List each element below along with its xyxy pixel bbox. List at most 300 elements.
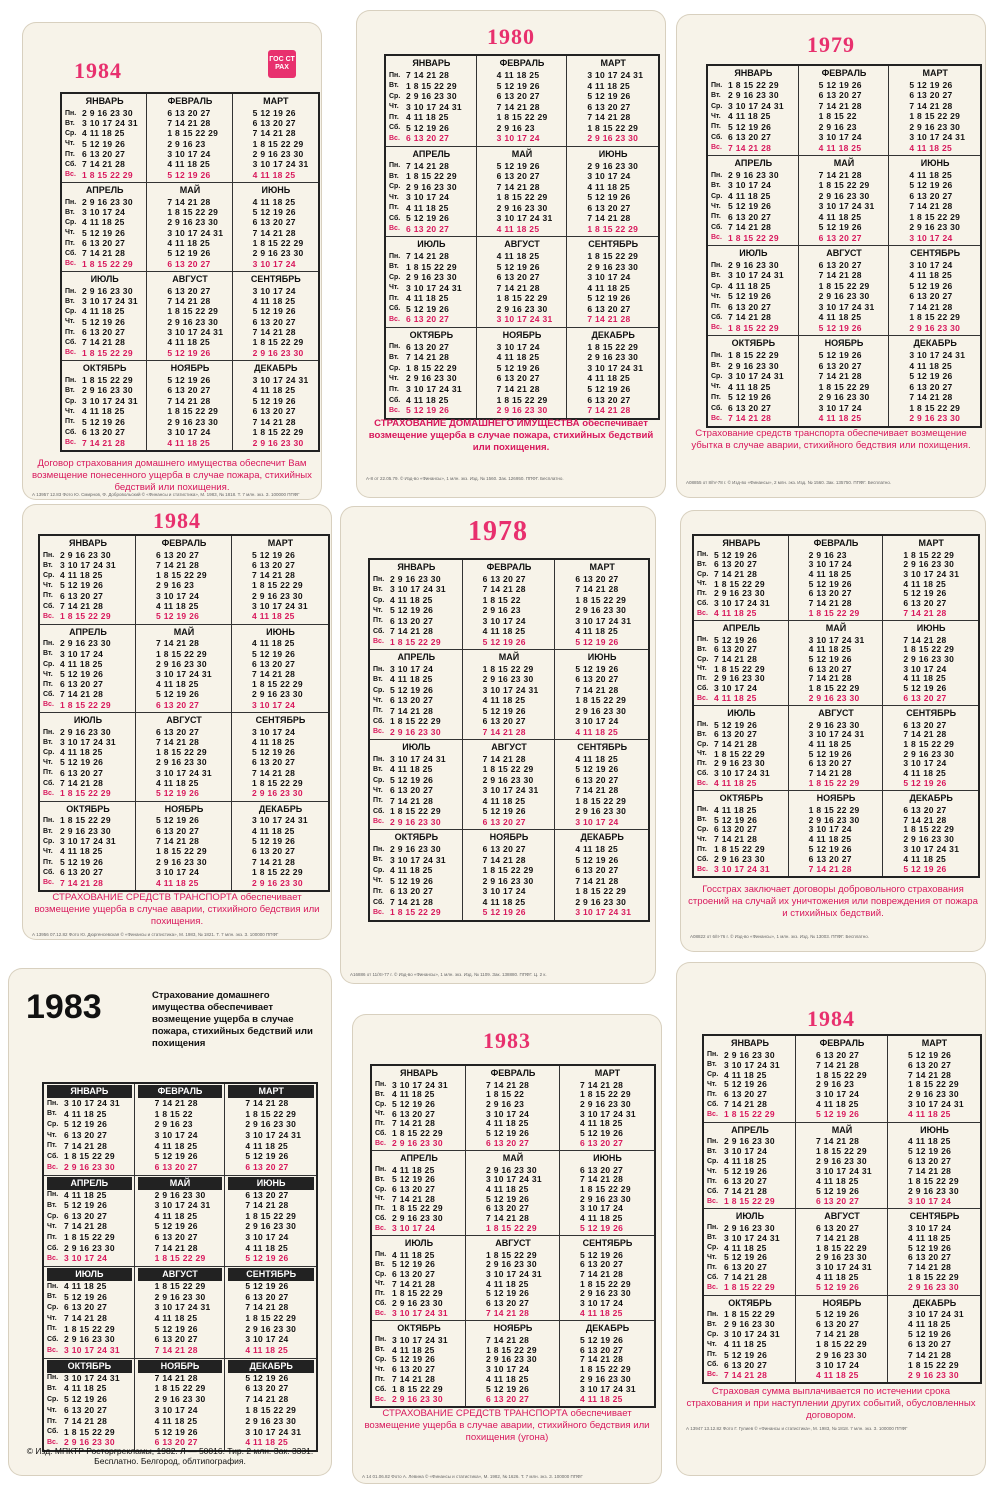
weekday-row xyxy=(65,238,144,248)
weekday-label: Ср. xyxy=(389,273,401,281)
day-numbers: 7 14 21 28 xyxy=(486,1307,530,1318)
weekday-row xyxy=(892,212,978,222)
weekday-row xyxy=(711,291,796,301)
weekday-row xyxy=(47,1253,132,1264)
weekday-row xyxy=(570,182,656,193)
weekday-row xyxy=(389,171,474,182)
weekday-label: Вт. xyxy=(47,1293,57,1301)
weekday-row xyxy=(228,1345,314,1356)
weekday-row xyxy=(891,1156,978,1166)
day-numbers: 1 8 15 22 29 xyxy=(816,1339,867,1350)
day-numbers: 5 12 19 26 xyxy=(808,654,852,665)
weekday-row xyxy=(558,855,646,866)
month-block xyxy=(796,1036,888,1123)
weekday-row xyxy=(711,350,796,361)
weekday-row xyxy=(466,806,553,816)
weekday-label: Чт. xyxy=(711,383,721,391)
day-numbers: 4 11 18 25 xyxy=(575,844,619,855)
weekday-label: Сб. xyxy=(375,1129,387,1137)
day-numbers: 6 13 20 27 xyxy=(390,615,434,626)
day-numbers: 3 10 17 24 xyxy=(816,1359,860,1370)
weekday-row xyxy=(792,778,881,788)
weekday-row xyxy=(707,1090,793,1100)
weekday-label: Вт. xyxy=(375,1346,385,1354)
weekday-row xyxy=(150,129,229,139)
weekday-row xyxy=(65,396,144,406)
day-numbers: 3 10 17 24 xyxy=(252,258,296,269)
day-numbers: 7 14 21 28 xyxy=(390,896,434,907)
day-numbers: 2 9 16 23 30 xyxy=(587,133,639,143)
day-numbers: 3 10 17 24 31 xyxy=(245,1426,302,1437)
weekday-label: Вс. xyxy=(711,324,722,332)
weekday-row xyxy=(697,560,786,570)
day-numbers: 2 9 16 23 30 xyxy=(575,806,627,817)
weekday-row xyxy=(389,213,474,224)
day-numbers: 4 11 18 25 xyxy=(580,1213,623,1224)
day-numbers: 5 12 19 26 xyxy=(816,1185,860,1196)
weekday-label: Сб. xyxy=(375,1299,387,1307)
day-numbers: 3 10 17 24 31 xyxy=(154,1200,211,1211)
weekday-row xyxy=(373,626,460,636)
day-numbers: 5 12 19 26 xyxy=(808,578,852,589)
day-numbers: 1 8 15 22 29 xyxy=(816,1146,867,1157)
day-numbers: 7 14 21 28 xyxy=(245,1200,289,1211)
weekday-label: Чт. xyxy=(697,665,707,673)
weekday-row xyxy=(65,427,144,437)
weekday-row xyxy=(466,637,553,647)
month-name: НОЯБРЬ xyxy=(824,338,864,348)
weekday-row xyxy=(886,693,976,703)
weekday-row xyxy=(480,395,565,406)
weekday-row xyxy=(802,180,887,190)
weekday-row xyxy=(469,1204,557,1214)
weekday-row xyxy=(139,867,229,877)
day-numbers: 7 14 21 28 xyxy=(156,560,200,571)
day-numbers: 4 11 18 25 xyxy=(818,413,862,424)
weekday-label: Ср. xyxy=(389,364,401,372)
weekday-row xyxy=(480,251,565,262)
day-numbers: 5 12 19 26 xyxy=(252,207,296,218)
day-numbers: 4 11 18 25 xyxy=(587,373,631,384)
day-numbers: 3 10 17 24 xyxy=(245,1334,289,1345)
month-name: ИЮНЬ xyxy=(598,148,628,159)
weekday-row xyxy=(697,864,786,874)
weekday-row xyxy=(150,417,229,427)
weekday-label: Чт. xyxy=(375,1280,385,1288)
day-numbers: 4 11 18 25 xyxy=(252,611,295,622)
weekday-row xyxy=(43,700,133,710)
weekday-row xyxy=(466,764,553,774)
weekday-label: Пн. xyxy=(697,806,709,814)
weekday-label: Вс. xyxy=(711,144,722,152)
day-numbers: 3 10 17 24 31 xyxy=(252,600,308,611)
weekday-label: Пн. xyxy=(697,551,709,559)
weekday-row xyxy=(711,403,796,414)
month-block xyxy=(135,1176,226,1268)
weekday-row xyxy=(563,1165,652,1175)
weekday-row xyxy=(792,815,881,825)
weekday-row xyxy=(558,844,646,855)
weekday-row xyxy=(373,775,460,785)
weekday-row xyxy=(707,1233,793,1243)
month-name: ЯНВАРЬ xyxy=(400,1068,438,1078)
day-numbers: 5 12 19 26 xyxy=(587,293,631,303)
day-numbers: 2 9 16 23 30 xyxy=(167,416,219,427)
weekday-label: Ср. xyxy=(697,740,709,748)
day-numbers: 1 8 15 22 29 xyxy=(406,261,457,272)
day-numbers: 7 14 21 28 xyxy=(64,1415,108,1426)
weekday-row xyxy=(228,1151,314,1162)
day-numbers: 4 11 18 25 xyxy=(406,394,449,405)
month-block xyxy=(136,536,232,625)
day-numbers: 1 8 15 22 29 xyxy=(575,886,627,897)
day-numbers: 7 14 21 28 xyxy=(575,875,619,886)
day-numbers: 4 11 18 25 xyxy=(252,825,295,836)
weekday-row xyxy=(235,591,326,601)
month-block xyxy=(136,802,232,891)
weekday-row xyxy=(892,101,978,111)
day-numbers: 6 13 20 27 xyxy=(60,679,104,690)
day-numbers: 6 13 20 27 xyxy=(245,1161,289,1172)
weekday-label: Вс. xyxy=(707,1197,718,1205)
weekday-label: Пт. xyxy=(697,675,707,683)
day-numbers: 6 13 20 27 xyxy=(724,1089,768,1100)
day-numbers: 4 11 18 25 xyxy=(908,1232,951,1243)
day-numbers: 2 9 16 23 xyxy=(156,580,195,591)
weekday-row xyxy=(65,337,144,347)
day-numbers: 1 8 15 22 29 xyxy=(808,683,860,694)
weekday-row xyxy=(802,382,887,393)
day-numbers: 2 9 16 23 30 xyxy=(714,673,765,684)
day-numbers: 3 10 17 24 xyxy=(587,272,631,282)
weekday-label: Вт. xyxy=(707,1061,717,1069)
month-block xyxy=(44,1176,135,1268)
day-numbers: 4 11 18 25 xyxy=(808,739,852,750)
weekday-row xyxy=(697,854,786,864)
day-numbers: 4 11 18 25 xyxy=(816,1099,859,1110)
weekday-row xyxy=(228,1373,314,1384)
weekday-label: Вт. xyxy=(47,1385,57,1393)
day-numbers: 2 9 16 23 30 xyxy=(808,814,860,825)
weekday-label: Сб. xyxy=(697,599,709,607)
day-numbers: 6 13 20 27 xyxy=(714,559,758,570)
month-name: МАЙ xyxy=(179,185,201,195)
day-numbers: 4 11 18 25 xyxy=(390,865,433,876)
weekday-row xyxy=(891,1176,978,1186)
weekday-row xyxy=(235,816,326,826)
weekday-label: Вт. xyxy=(389,82,399,90)
weekday-row xyxy=(480,123,565,134)
day-numbers: 1 8 15 22 29 xyxy=(587,251,639,261)
day-numbers: 4 11 18 25 xyxy=(908,1319,951,1330)
day-numbers: 7 14 21 28 xyxy=(406,352,450,363)
day-numbers: 7 14 21 28 xyxy=(909,100,953,111)
day-numbers: 1 8 15 22 29 xyxy=(818,381,870,392)
calendar-grid xyxy=(384,54,660,420)
weekday-row xyxy=(563,1365,652,1375)
weekday-row xyxy=(228,1416,314,1427)
month-block xyxy=(560,1066,654,1151)
weekday-row xyxy=(139,560,229,570)
day-numbers: 3 10 17 24 31 xyxy=(82,118,138,129)
weekday-label: Пн. xyxy=(43,817,55,825)
weekday-row xyxy=(802,90,887,100)
month-block xyxy=(555,740,648,830)
month-block xyxy=(233,272,318,361)
weekday-row xyxy=(469,1194,557,1204)
weekday-row xyxy=(43,836,133,846)
weekday-row xyxy=(711,281,796,291)
day-numbers: 2 9 16 23 30 xyxy=(575,896,627,907)
month-name: ИЮНЬ xyxy=(920,1124,949,1135)
day-numbers: 7 14 21 28 xyxy=(252,856,296,867)
day-numbers: 7 14 21 28 xyxy=(816,1136,860,1147)
weekday-label: Пт. xyxy=(47,1417,57,1425)
calendar-card-1984-b xyxy=(22,504,332,940)
month-block xyxy=(466,1151,560,1236)
day-numbers: 1 8 15 22 29 xyxy=(252,138,304,149)
weekday-row xyxy=(373,695,460,705)
weekday-row xyxy=(389,405,474,416)
day-numbers: 2 9 16 23 30 xyxy=(252,248,304,259)
day-numbers: 7 14 21 28 xyxy=(908,1262,952,1273)
month-name: АВГУСТ xyxy=(491,742,527,752)
weekday-row xyxy=(886,778,976,788)
weekday-label: Чт. xyxy=(373,877,383,885)
weekday-row xyxy=(65,139,144,149)
weekday-label: Сб. xyxy=(389,214,401,222)
month-block xyxy=(799,336,890,426)
weekday-row xyxy=(886,608,976,618)
day-numbers: 6 13 20 27 xyxy=(808,758,852,769)
weekday-row xyxy=(65,348,144,358)
month-block xyxy=(555,560,648,650)
day-numbers: 4 11 18 25 xyxy=(167,437,211,448)
day-numbers: 5 12 19 26 xyxy=(64,1291,108,1302)
month-name: ФЕВРАЛЬ xyxy=(819,1038,865,1048)
weekday-row xyxy=(892,122,978,132)
weekday-row xyxy=(65,197,144,207)
weekday-row xyxy=(47,1281,132,1292)
card-note: СТРАХОВАНИЕ ДОМАШНЕГО ИМУЩЕСТВА обеспечивает возмещение ущерба в случае пожара, стихийных бедствий или похищения. xyxy=(368,418,654,453)
day-numbers: 2 9 16 23 30 xyxy=(82,285,133,296)
month-block xyxy=(888,1036,980,1123)
month-block xyxy=(567,147,658,238)
month-name: ФЕВРАЛЬ xyxy=(138,1085,223,1098)
weekday-row xyxy=(558,706,646,716)
weekday-row xyxy=(558,616,646,626)
weekday-row xyxy=(139,816,229,826)
day-numbers: 7 14 21 28 xyxy=(64,1221,108,1232)
weekday-label: Ср. xyxy=(373,776,385,784)
day-numbers: 3 10 17 24 xyxy=(903,663,947,674)
day-numbers: 3 10 17 24 xyxy=(575,716,619,727)
day-numbers: 6 13 20 27 xyxy=(903,804,947,815)
weekday-label: Пн. xyxy=(389,252,401,260)
weekday-label: Вс. xyxy=(373,909,384,917)
weekday-row xyxy=(139,778,229,788)
weekday-label: Пт. xyxy=(373,707,383,715)
weekday-label: Вт. xyxy=(711,182,721,190)
weekday-row xyxy=(563,1384,652,1394)
weekday-row xyxy=(711,361,796,372)
day-numbers: 7 14 21 28 xyxy=(82,437,126,448)
month-name: ИЮЛЬ xyxy=(402,742,431,752)
day-numbers: 5 12 19 26 xyxy=(154,1151,198,1162)
weekday-label: Чт. xyxy=(697,750,707,758)
day-numbers: 2 9 16 23 30 xyxy=(154,1394,206,1405)
weekday-row xyxy=(891,1050,978,1060)
day-numbers: 5 12 19 26 xyxy=(82,138,126,149)
weekday-row xyxy=(47,1151,132,1162)
month-name: МАЙ xyxy=(825,623,847,633)
day-numbers: 5 12 19 26 xyxy=(587,91,631,101)
day-numbers: 7 14 21 28 xyxy=(392,1193,436,1204)
day-numbers: 2 9 16 23 30 xyxy=(390,844,441,855)
weekday-row xyxy=(886,759,976,769)
day-numbers: 5 12 19 26 xyxy=(390,605,434,616)
day-numbers: 1 8 15 22 29 xyxy=(156,846,207,857)
weekday-row xyxy=(558,897,646,908)
weekday-row xyxy=(43,649,133,659)
month-block xyxy=(372,1236,466,1321)
weekday-row xyxy=(892,111,978,121)
weekday-row xyxy=(892,392,978,403)
day-numbers: 6 13 20 27 xyxy=(64,1302,108,1313)
weekday-row xyxy=(697,579,786,589)
day-numbers: 2 9 16 23 30 xyxy=(816,1349,867,1360)
calendar-grid xyxy=(706,64,982,428)
weekday-label: Сб. xyxy=(697,769,709,777)
weekday-label: Вс. xyxy=(711,234,722,242)
weekday-row xyxy=(236,317,316,327)
weekday-row xyxy=(236,129,316,139)
weekday-row xyxy=(480,272,565,283)
weekday-row xyxy=(802,413,887,424)
weekday-row xyxy=(570,293,656,304)
day-numbers: 7 14 21 28 xyxy=(60,600,104,611)
weekday-label: Вс. xyxy=(373,638,384,646)
weekday-row xyxy=(373,664,460,674)
weekday-row xyxy=(697,730,786,740)
weekday-row xyxy=(802,281,887,291)
day-numbers: 2 9 16 23 30 xyxy=(714,758,765,769)
day-numbers: 3 10 17 24 31 xyxy=(724,1232,780,1243)
card-note: Страхование средств транспорта обеспечивает возмещение убытка в случае аварии, стихийного бедствия или похищения. xyxy=(691,428,971,451)
weekday-label: Вс. xyxy=(707,1111,718,1119)
month-name: АВГУСТ xyxy=(818,708,854,718)
day-numbers: 1 8 15 22 29 xyxy=(496,293,548,303)
month-block xyxy=(463,650,556,740)
weekday-row xyxy=(138,1394,223,1405)
day-numbers: 4 11 18 25 xyxy=(390,764,433,775)
weekday-row xyxy=(235,679,326,689)
day-numbers: 3 10 17 24 31 xyxy=(808,634,865,645)
weekday-row xyxy=(65,307,144,317)
weekday-row xyxy=(375,1129,463,1139)
day-numbers: 1 8 15 22 29 xyxy=(908,1272,959,1283)
weekday-row xyxy=(892,291,978,301)
weekday-row xyxy=(697,645,786,655)
weekday-row xyxy=(236,348,316,358)
day-numbers: 5 12 19 26 xyxy=(903,683,947,694)
weekday-row xyxy=(891,1060,978,1070)
day-numbers: 3 10 17 24 31 xyxy=(908,1309,964,1320)
month-name: АВГУСТ xyxy=(495,1238,531,1248)
weekday-label: Ср. xyxy=(697,826,709,834)
weekday-label: Пт. xyxy=(697,590,707,598)
day-numbers: 3 10 17 24 31 xyxy=(816,1262,872,1273)
weekday-label: Вт. xyxy=(697,646,707,654)
weekday-row xyxy=(892,222,978,232)
month-block xyxy=(370,560,463,650)
weekday-row xyxy=(802,361,887,372)
weekday-row xyxy=(389,384,474,395)
day-numbers: 4 11 18 25 xyxy=(252,296,296,307)
day-numbers: 1 8 15 22 29 xyxy=(390,907,441,918)
weekday-row xyxy=(892,132,978,142)
weekday-label: Вт. xyxy=(65,297,75,305)
weekday-label: Вс. xyxy=(711,415,722,423)
day-numbers: 4 11 18 25 xyxy=(156,777,199,788)
month-name: ОКТЯБРЬ xyxy=(719,793,764,803)
weekday-row xyxy=(47,1232,132,1243)
weekday-row xyxy=(711,201,796,211)
day-numbers: 6 13 20 27 xyxy=(903,692,947,703)
day-numbers: 1 8 15 22 29 xyxy=(406,80,457,91)
day-numbers: 7 14 21 28 xyxy=(60,877,104,888)
weekday-row xyxy=(707,1253,793,1263)
day-numbers: 2 9 16 23 xyxy=(154,1119,193,1130)
day-numbers: 2 9 16 23 30 xyxy=(580,1374,631,1385)
weekday-label: Сб. xyxy=(65,250,77,258)
day-numbers: 2 9 16 23 30 xyxy=(908,1369,959,1380)
day-numbers: 2 9 16 23 30 xyxy=(903,748,955,759)
weekday-row xyxy=(563,1299,652,1309)
weekday-row xyxy=(697,693,786,703)
day-numbers: 3 10 17 24 31 xyxy=(156,668,212,679)
weekday-row xyxy=(150,118,229,128)
weekday-label: Пн. xyxy=(47,1374,59,1382)
weekday-row xyxy=(886,854,976,864)
weekday-row xyxy=(228,1302,314,1313)
weekday-row xyxy=(697,569,786,579)
weekday-row xyxy=(891,1070,978,1080)
weekday-row xyxy=(139,591,229,601)
month-name: ДЕКАБРЬ xyxy=(228,1360,314,1373)
day-numbers: 7 14 21 28 xyxy=(818,270,862,281)
day-numbers: 2 9 16 23 30 xyxy=(818,392,870,403)
month-block xyxy=(62,94,147,183)
day-numbers: 3 10 17 24 xyxy=(390,663,434,674)
weekday-label: Ср. xyxy=(375,1270,387,1278)
weekday-row xyxy=(65,159,144,169)
weekday-label: Чт. xyxy=(389,284,399,292)
weekday-row xyxy=(697,739,786,749)
month-name: АВГУСТ xyxy=(824,1211,860,1221)
weekday-label: Пн. xyxy=(47,1282,59,1290)
weekday-row xyxy=(802,201,887,211)
weekday-row xyxy=(563,1175,652,1185)
day-numbers: 4 11 18 25 xyxy=(154,1415,198,1426)
weekday-label: Сб. xyxy=(65,428,77,436)
weekday-row xyxy=(707,1080,793,1090)
weekday-row xyxy=(802,233,887,243)
weekday-label: Пт. xyxy=(43,769,53,777)
weekday-label: Сб. xyxy=(711,223,723,231)
day-numbers: 2 9 16 23 30 xyxy=(903,559,955,570)
day-numbers: 1 8 15 22 29 xyxy=(64,1232,115,1243)
